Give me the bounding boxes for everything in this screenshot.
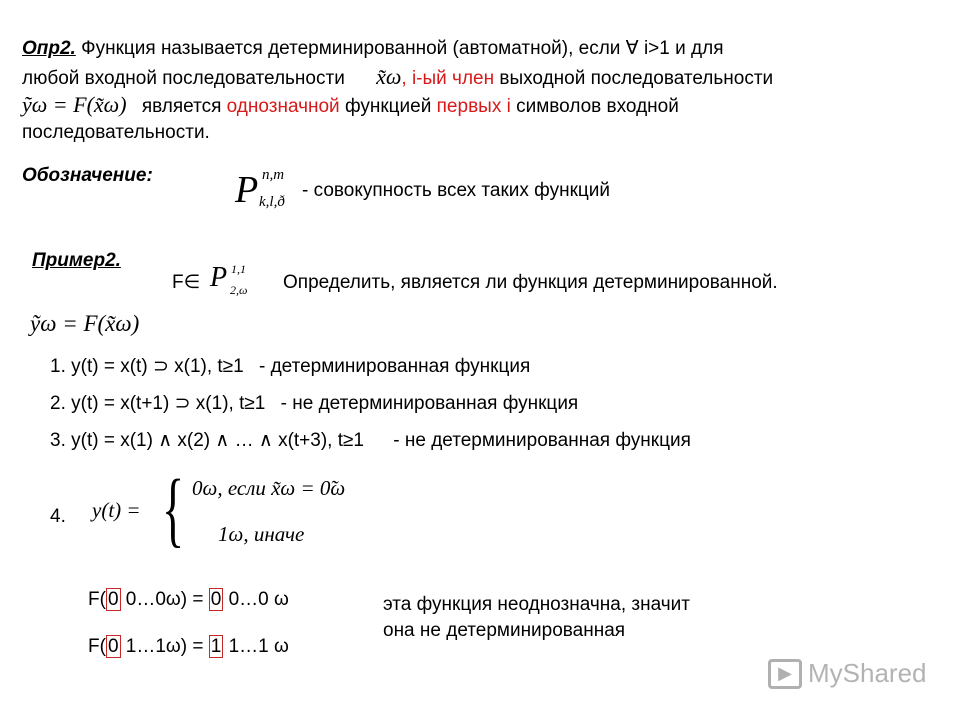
definition-red-ith: , i-ый член [401,68,495,89]
check-row-2-e: 1…1 ω [223,636,289,657]
check-row-2 [88,636,289,658]
check-row-1-box-2: 0 [210,589,222,610]
example-p: P [210,262,228,293]
example-p-sub: 2,ω [230,283,248,297]
definition-text-2c: выходной последовательности [494,68,774,89]
item-1-formula: y(t) = x(t) ⊃ x(1), t≥1 [71,356,244,377]
notation-symbol [235,167,285,212]
item-2-num: 2. [50,393,66,414]
example-p-symbol [210,262,248,297]
item-4-num: 4. [50,506,66,527]
item-3-result: - не детерминированная функция [393,430,691,451]
example-task: Определить, является ли функция детерминированной. [283,272,778,293]
notation-text: - совокупность всех таких функций [302,180,610,201]
example-p-sup: 1,1 [231,262,246,276]
notation-sup: n,m [262,167,285,183]
item-1-num: 1. [50,356,66,377]
check-row-1 [88,589,289,611]
watermark-text: MyShared [808,658,927,688]
example-f-in: F∈ [172,272,201,293]
check-row-2-box-1: 0 [107,636,119,657]
definition-red-first: первых i [436,96,511,117]
definition-text-3a: является [141,96,222,117]
check-row-1-c: 0…0ω) = [120,589,209,610]
item-1 [50,356,530,378]
check-row-1-e: 0…0 ω [223,589,289,610]
definition-line-1 [22,38,723,60]
definition-text-3b: функцией [344,96,432,117]
definition-line-3 [22,94,679,118]
item-3 [50,430,691,452]
watermark [768,658,927,689]
notation-sub: k,l,ð [259,194,285,210]
item-2-formula: y(t) = x(t+1) ⊃ x(1), t≥1 [71,393,266,414]
notation-p: P [235,169,259,211]
example-equation: ỹω = F(x̃ω) [30,311,140,336]
definition-label: Опр2. [22,38,76,59]
item-4-case-1: 0ω, если x̃ω = 0̃ω [192,476,346,500]
definition-line-4: последовательности. [22,122,210,143]
item-1-result: - детерминированная функция [258,356,531,377]
definition-text-3c: символов входной [516,96,679,117]
check-row-2-box-2: 1 [210,636,222,657]
check-row-1-a: F( [88,589,106,610]
check-note-2: она не детерминированная [383,620,626,641]
item-4-case-2: 1ω, иначе [218,522,305,546]
definition-text-2a: любой входной последовательности [22,68,345,89]
check-row-1-box-1: 0 [107,589,119,610]
item-2 [50,393,578,415]
notation-label: Обозначение: [22,165,153,186]
item-3-num: 3. [50,430,66,451]
piecewise-brace: { [162,463,185,556]
y-equals-f-math: ỹω = F(x̃ω) [22,92,127,117]
definition-line-2 [22,66,773,90]
watermark-logo-icon: ▶ [768,659,802,689]
example-label: Пример2. [32,250,121,271]
item-4-lhs: y(t) = [92,498,141,522]
definition-text-1: Функция называется детерминированной (автоматной), если ∀ i>1 и для [81,38,724,59]
item-2-result: - не детерминированная функция [280,393,579,414]
check-note-1: эта функция неоднозначна, значит [383,594,690,615]
check-row-2-a: F( [88,636,106,657]
definition-red-unique: однозначной [226,96,340,117]
x-omega-math: x̃ω [376,64,402,89]
item-3-formula: y(t) = x(1) ∧ x(2) ∧ … ∧ x(t+3), t≥1 [71,430,364,451]
check-row-2-c: 1…1ω) = [120,636,209,657]
